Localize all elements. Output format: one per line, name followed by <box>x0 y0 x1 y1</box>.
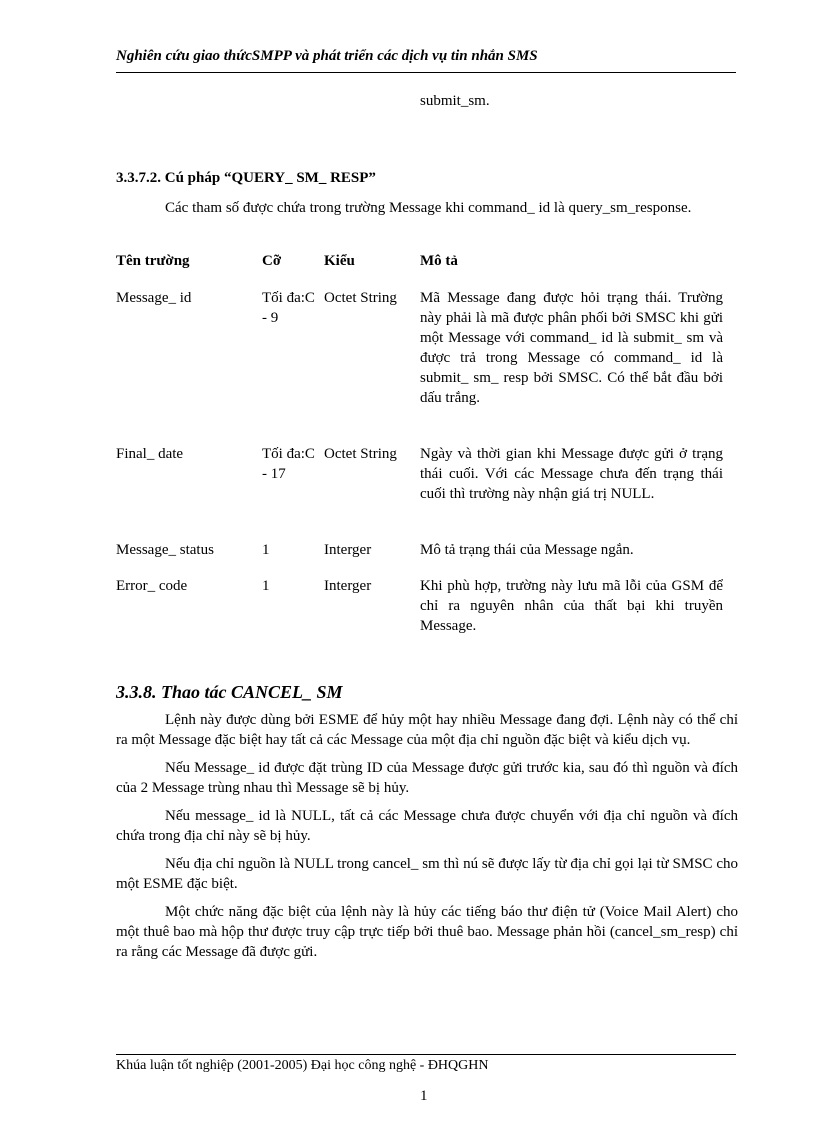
page-number: 1 <box>420 1088 428 1104</box>
footer-rule <box>116 1054 736 1055</box>
table-row-size: Tối đa:C - 9 <box>262 290 315 326</box>
running-header: Nghiên cứu giao thứcSMPP và phát triển các dịch vụ tin nhắn SMS <box>116 48 538 64</box>
table-row-type: Interger <box>324 542 372 558</box>
intro-paragraph: Các tham số được chứa trong trường Message khi command_ id là query_sm_response. <box>165 200 692 216</box>
body-paragraph: Lệnh này được dùng bởi ESME để hủy một hay nhiều Message đang đợi. Lệnh này có thể chỉ ra một Message đặc biệt hay tất cả các Message của một địa chỉ nguồn đặc biệt và kiểu dịch vụ. <box>116 712 738 748</box>
body-paragraph: Nếu Message_ id được đặt trùng ID của Message được gửi trước kia, sau đó thì nguồn và đích của 2 Message trùng nhau thì Message sẽ bị hủy. <box>116 760 738 796</box>
table-row-name: Message_ id <box>116 290 192 306</box>
table-row-name: Message_ status <box>116 542 214 558</box>
body-paragraph: Nếu địa chỉ nguồn là NULL trong cancel_ sm thì nú sẽ được lấy từ địa chỉ gọi lại từ SMSC cho một ESME đặc biệt. <box>116 856 738 892</box>
table-row-name: Final_ date <box>116 446 184 462</box>
table-row-name: Error_ code <box>116 578 188 594</box>
table-row-type: Interger <box>324 578 372 594</box>
table-row-size: Tối đa:C - 17 <box>262 446 315 482</box>
column-header-type: Kiểu <box>324 253 355 269</box>
table-row-type: Octet String <box>324 446 397 462</box>
table-row-desc: Khi phù hợp, trường này lưu mã lỗi của GSM để chỉ ra nguyên nhân của thất bại khi truyền Message. <box>420 578 723 634</box>
table-row-desc: Ngày và thời gian khi Message được gửi ở trạng thái cuối. Với các Message chưa đến trạng thái cuối thì trường này nhận giá trị NULL. <box>420 446 723 502</box>
section-heading: 3.3.8. Thao tác CANCEL_ SM <box>116 682 343 702</box>
table-row-size: 1 <box>262 542 270 558</box>
column-header-desc: Mô tả <box>420 253 458 269</box>
table-row-desc: Mã Message đang được hỏi trạng thái. Trường này phải là mã được phân phối bởi SMSC khi gửi một Message với command_ id là submit_ sm và được trả trong Message có command_ id là submit_ sm_ resp bởi SMSC. Có thể bắt đầu bởi dấu trắng. <box>420 290 723 406</box>
subsection-heading: 3.3.7.2. Cú pháp “QUERY_ SM_ RESP” <box>116 170 376 186</box>
column-header-size: Cỡ <box>262 253 282 269</box>
table-row-desc: Mô tả trạng thái của Message ngắn. <box>420 542 634 558</box>
table-row-size: 1 <box>262 578 270 594</box>
continuation-text: submit_sm. <box>420 93 490 109</box>
header-rule <box>116 72 736 73</box>
column-header-name: Tên trường <box>116 253 190 269</box>
section-body <box>116 710 738 962</box>
body-paragraph: Nếu message_ id là NULL, tất cả các Message chưa được chuyển với địa chỉ nguồn và đích chứa trong địa chỉ này sẽ bị hủy. <box>116 808 738 844</box>
subsection-intro <box>116 198 738 218</box>
footer-text: Khúa luận tốt nghiệp (2001-2005) Đại học công nghệ - ĐHQGHN <box>116 1058 489 1073</box>
table-row-type: Octet String <box>324 290 397 306</box>
body-paragraph: Một chức năng đặc biệt của lệnh này là hủy các tiếng báo thư điện tử (Voice Mail Alert) cho một thuê bao mà hộp thư được truy cập trực tiếp bởi thuê bao. Message phản hồi (cancel_sm_resp) chỉ ra rằng các Message đã được gửi. <box>116 904 738 960</box>
